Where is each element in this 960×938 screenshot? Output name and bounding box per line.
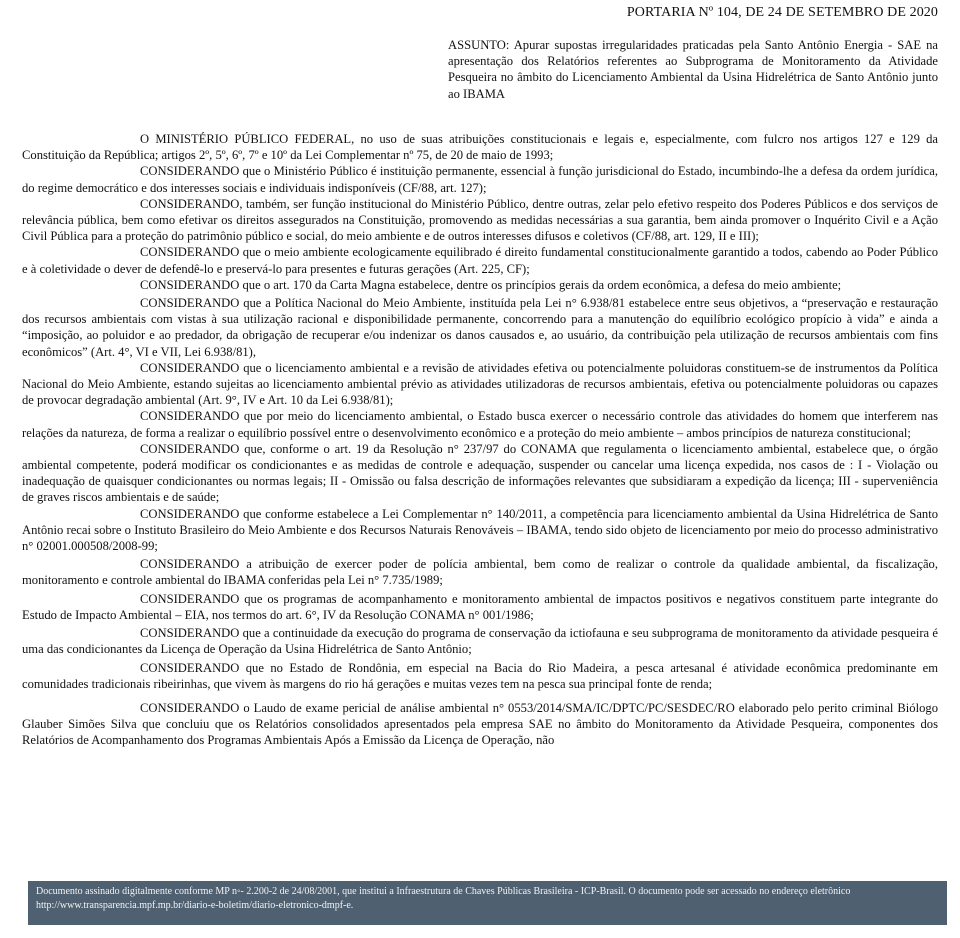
paragraph-considerando: CONSIDERANDO que no Estado de Rondônia, em especial na Bacia do Rio Madeira, a pesca artesanal é atividade econômica predominante em comunidades tradicionais ribeirinhas, que vivem às margens do rio há gerações e muitas vezes tem na pesca sua principal fonte de renda; xyxy=(22,660,938,691)
paragraph-considerando: CONSIDERANDO que, conforme o art. 19 da Resolução n° 237/97 do CONAMA que regulamenta o licenciamento ambiental, estabelece que, o órgão ambiental competente, poderá modificar os condicionantes e as medidas de controle e adequação, suspender ou cancelar uma licença expedida, nos casos de : I - Violação ou inadequação de quaisquer condicionantes ou normas legais; II - Omissão ou falsa descrição de informações relevantes que subsidiaram a expedição da licença; III - superveniência de graves riscos ambientais e de saúde; xyxy=(22,441,938,505)
paragraph-considerando: CONSIDERANDO que conforme estabelece a Lei Complementar n° 140/2011, a competência para licenciamento ambiental da Usina Hidrelétrica de Santo Antônio recai sobre o Instituto Brasileiro do Meio Ambiente e dos Recursos Naturais Renováveis – IBAMA, tendo sido objeto de licenciamento por meio do processo administrativo n° 02001.000508/2008-99; xyxy=(22,506,938,554)
paragraph-considerando: CONSIDERANDO que o licenciamento ambiental e a revisão de atividades efetiva ou potencialmente poluidoras constituem-se de instrumentos da Política Nacional do Meio Ambiente, estando sujeitas ao licenciamento ambiental prévio as atividades utilizadoras de recursos ambientais, efetiva ou potencialmente poluidoras ou capazes de provocar degradação ambiental (Art. 9°, IV e Art. 10 da Lei 6.938/81); xyxy=(22,360,938,408)
assunto-block: ASSUNTO: Apurar supostas irregularidades praticadas pela Santo Antônio Energia - SAE na apresentação dos Relatórios referentes ao Subprograma de Monitoramento da Atividade Pesqueira no âmbito do Licenciamento Ambiental da Usina Hidrelétrica de Santo Antônio junto ao IBAMA xyxy=(448,38,938,101)
digital-signature-footer xyxy=(28,881,947,925)
paragraph-considerando: CONSIDERANDO que o art. 170 da Carta Magna estabelece, dentre os princípios gerais da ordem econômica, a defesa do meio ambiente; xyxy=(140,277,842,292)
document-body xyxy=(22,131,938,749)
paragraph-considerando: CONSIDERANDO o Laudo de exame pericial de análise ambiental n° 0553/2014/SMA/IC/DPTC/PC/SESDEC/RO elaborado pelo perito criminal Biólogo Glauber Simões Silva que concluiu que os Relatórios consolidados apresentados pela empresa SAE no âmbito do Monitoramento da Atividade Pesqueira, componentes dos Relatórios de Acompanhamento dos Programas Ambientais Após a Emissão da Licença de Operação, não xyxy=(22,700,938,748)
paragraph-considerando: CONSIDERANDO que a continuidade da execução do programa de conservação da ictiofauna e seu subprograma de monitoramento da atividade pesqueira é uma das condicionantes da Licença de Operação da Usina Hidrelétrica de Santo Antônio; xyxy=(22,626,938,657)
paragraph-considerando: CONSIDERANDO que o Ministério Público é instituição permanente, essencial à função jurisdicional do Estado, incumbindo-lhe a defesa da ordem jurídica, do regime democrático e dos interesses sociais e individuais indisponíveis (CF/88, art. 127); xyxy=(22,164,938,195)
paragraph-considerando: CONSIDERANDO que os programas de acompanhamento e monitoramento ambiental de impactos positivos e negativos constituem parte integrante do Estudo de Impacto Ambiental – EIA, nos termos do art. 6°, IV da Resolução CONAMA n° 001/1986; xyxy=(22,591,938,622)
portaria-title: PORTARIA Nº 104, DE 24 DE SETEMBRO DE 2020 xyxy=(626,5,938,20)
footer-text: Documento assinado digitalmente conforme MP n◦- 2.200-2 de 24/08/2001, que institui a Infraestrutura de Chaves Públicas Brasileira - ICP-Brasil. O documento pode ser acessado no endereço eletrônico http://www.transparencia.mpf.mp.br/diario-e-boletim/diario-eletronico-dmpf-e. xyxy=(36,886,851,911)
paragraph-preamble: O MINISTÉRIO PÚBLICO FEDERAL, no uso de suas atribuições constitucionais e legais e, especialmente, com fulcro nos artigos 127 e 129 da Constituição da República; artigos 2º, 5º, 6º, 7º e 10º da Lei Complementar nº 75, de 20 de maio de 1993; xyxy=(22,132,938,163)
paragraph-considerando: CONSIDERANDO que a Política Nacional do Meio Ambiente, instituída pela Lei n° 6.938/81 estabelece entre seus objetivos, a “preservação e restauração dos recursos ambientais com vistas à sua utilização racional e disponibilidade permanente, concorrendo para a manutenção do equilíbrio ecológico propício à vida” e ainda a “imposição, ao poluidor e ao predador, da obrigação de recuperar e/ou indenizar os danos causados e, ao usuário, da contribuição pela utilização de recursos ambientais com fins econômicos” (Art. 4°, VI e VII, Lei 6.938/81), xyxy=(22,296,938,359)
paragraph-considerando: CONSIDERANDO a atribuição de exercer poder de polícia ambiental, bem como de realizar o controle da qualidade ambiental, da fiscalização, monitoramento e controle ambiental do IBAMA conferidas pela Lei n° 7.735/1989; xyxy=(22,557,938,588)
paragraph-considerando: CONSIDERANDO que por meio do licenciamento ambiental, o Estado busca exercer o necessário controle das atividades do homem que interferem nas relações da natureza, de forma a realizar o equilíbrio possível entre o desenvolvimento econômico e a proteção do meio ambiente – ambos princípios de natureza constitucional; xyxy=(22,409,938,440)
paragraph-considerando: CONSIDERANDO que o meio ambiente ecologicamente equilibrado é direito fundamental constitucionalmente garantido a todos, cabendo ao Poder Público e à coletividade o dever de defendê-lo e preservá-lo para presentes e futuras gerações (Art. 225, CF); xyxy=(22,245,938,276)
paragraph-considerando: CONSIDERANDO, também, ser função institucional do Ministério Público, dentre outras, zelar pelo efetivo respeito dos Poderes Públicos e dos serviços de relevância pública, bem como efetivar os direitos assegurados na Constituição, promovendo as medidas necessárias a sua garantia, bem ainda promover o Inquérito Civil e a Ação Civil Pública para a proteção do patrimônio público e social, do meio ambiente e de outros interesses difusos e coletivos (CF/88, art. 129, II e III); xyxy=(22,196,938,244)
